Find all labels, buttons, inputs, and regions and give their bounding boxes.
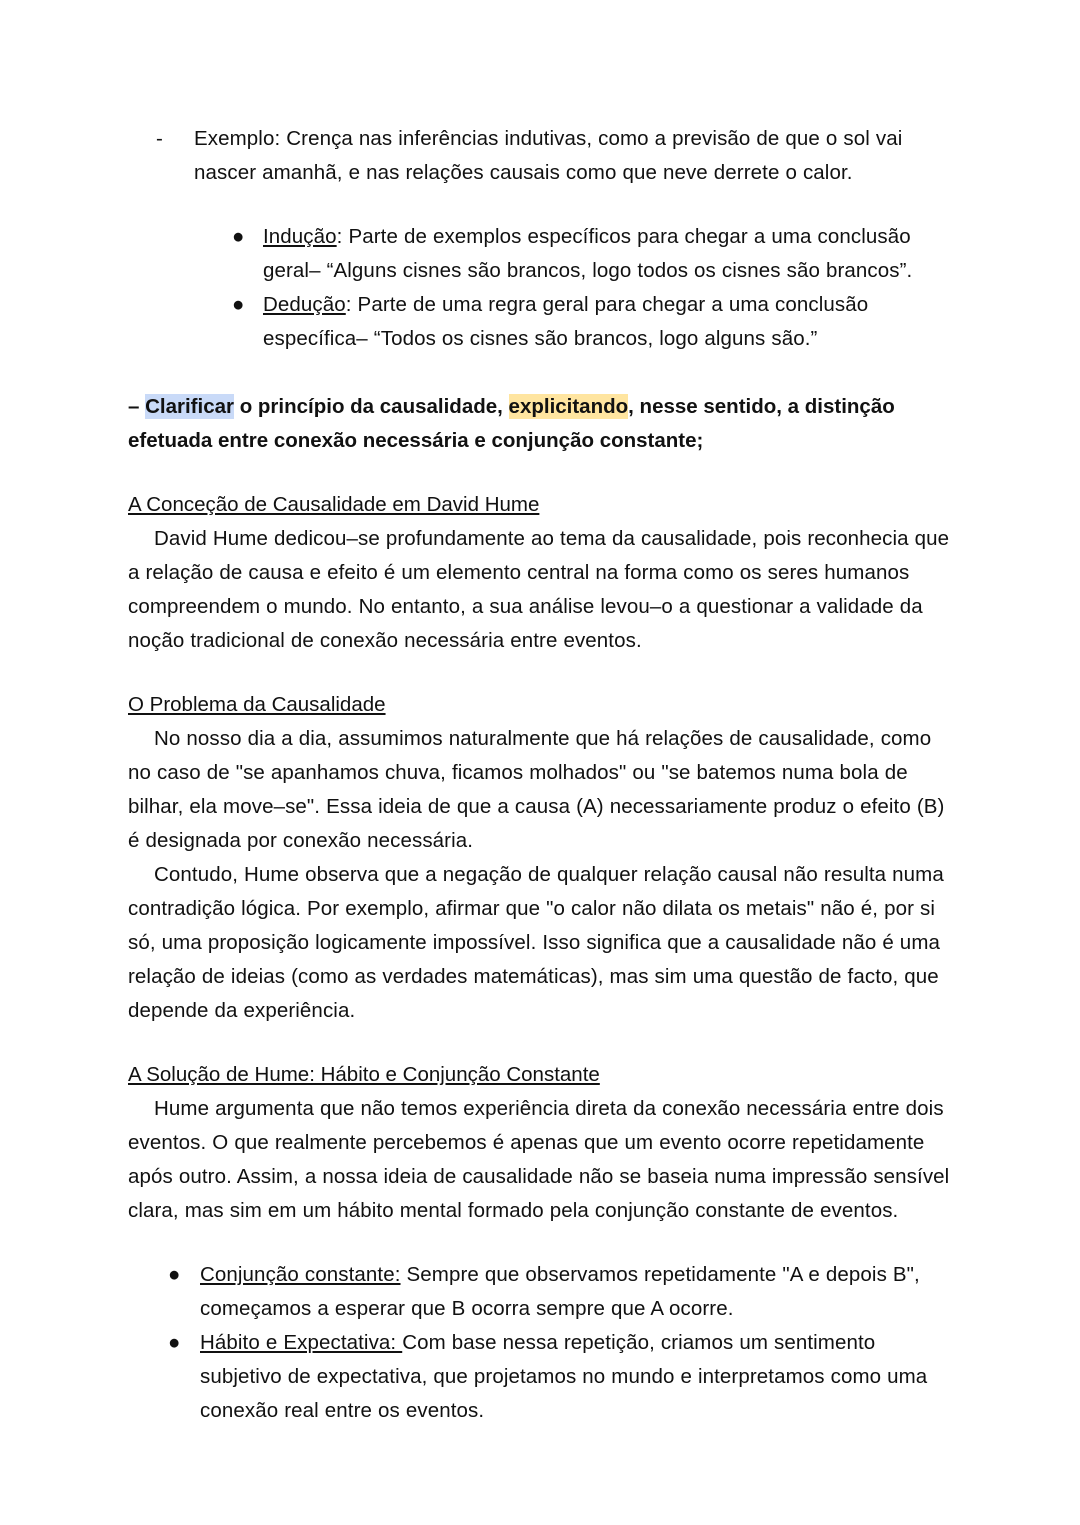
section-paragraph: Contudo, Hume observa que a negação de qualquer relação causal não resulta numa contradição lógica. Por exemplo, afirmar que "o calor não dilata os metais" não é, por si só, uma proposição logicamente impossível. Isso significa que a causalidade não é uma relação de ideias (como as verdades matemáticas), mas sim uma questão de facto, que depende da experiência. xyxy=(128,863,944,1022)
dash-marker: - xyxy=(156,127,163,150)
highlight-blue-clarificar: Clarificar xyxy=(145,395,234,418)
highlight-yellow-explicitando: explicitando xyxy=(508,395,629,418)
list-item xyxy=(128,1326,954,1428)
list-item-exemplo-text: Exemplo: Crença nas inferências indutivas, como a previsão de que o sol vai nascer amanhã, e nas relações causais como que neve derrete o calor. xyxy=(194,127,903,184)
list-item-text: : Parte de exemplos específicos para chegar a uma conclusão geral– “Alguns cisnes são brancos, logo todos os cisnes são brancos”. xyxy=(263,225,913,282)
section-heading-solucao: A Solução de Hume: Hábito e Conjunção Constante xyxy=(128,1063,600,1086)
spacer xyxy=(128,658,954,688)
list-item-exemplo xyxy=(128,122,954,190)
section-paragraph: No nosso dia a dia, assumimos naturalmente que há relações de causalidade, como no caso de "se apanhamos chuva, ficamos molhados" ou "se batemos numa bola de bilhar, ela move–se". Essa ideia de que a causa (A) necessariamente produz o efeito (B) é designada por conexão necessária. xyxy=(128,727,945,852)
bullet-dot-icon: ● xyxy=(232,293,245,316)
list-item-text: Com base nessa repetição, criamos um sentimento subjetivo de expectativa, que projetamos no mundo e interpretamos como uma conexão real entre os eventos. xyxy=(200,1331,928,1422)
objective-mid-1: o princípio da causalidade, xyxy=(234,395,509,418)
sub-bullet-list xyxy=(128,220,954,356)
list-item xyxy=(128,288,954,356)
section-paragraph: David Hume dedicou–se profundamente ao tema da causalidade, pois reconhecia que a relação de causa e efeito é um elemento central na forma como os seres humanos compreendem o mundo. No entanto, a sua análise levou–o a questionar a validade da noção tradicional de conexão necessária entre eventos. xyxy=(128,527,950,652)
spacer xyxy=(128,1028,954,1058)
spacer xyxy=(128,458,954,488)
spacer xyxy=(128,1228,954,1258)
document-content xyxy=(128,122,954,1428)
list-item xyxy=(128,1258,954,1326)
bullet-dot-icon: ● xyxy=(168,1263,181,1286)
spacer xyxy=(128,356,954,390)
final-bullet-list xyxy=(128,1258,954,1428)
section-paragraph: Hume argumenta que não temos experiência direta da conexão necessária entre dois eventos. O que realmente percebemos é apenas que um evento ocorre repetidamente após outro. Assim, a nossa ideia de causalidade não se baseia numa impressão sensível clara, mas sim em um hábito mental formado pela conjunção constante de eventos. xyxy=(128,1097,950,1222)
objective-statement xyxy=(128,390,954,458)
bullet-dot-icon: ● xyxy=(168,1331,181,1354)
list-item-term: Conjunção constante: xyxy=(200,1263,401,1286)
section-heading-conceçao: A Conceção de Causalidade em David Hume xyxy=(128,493,540,516)
list-item-text: : Parte de uma regra geral para chegar a uma conclusão específica– “Todos os cisnes são brancos, logo alguns são.” xyxy=(263,293,869,350)
section-heading-problema: O Problema da Causalidade xyxy=(128,693,386,716)
bullet-dot-icon: ● xyxy=(232,225,245,248)
list-item xyxy=(128,220,954,288)
list-item-term: Indução xyxy=(263,225,337,248)
list-item-term: Hábito e Expectativa: xyxy=(200,1331,403,1354)
list-item-text: Sempre que observamos repetidamente "A e depois B", começamos a esperar que B ocorra sempre que A ocorre. xyxy=(200,1263,920,1320)
spacer xyxy=(128,190,954,220)
objective-dash: – xyxy=(128,395,140,418)
objective-mid-2: , nesse sentido, a distinção efetuada entre conexão necessária e conjunção constante; xyxy=(128,395,895,452)
list-item-term: Dedução xyxy=(263,293,346,316)
